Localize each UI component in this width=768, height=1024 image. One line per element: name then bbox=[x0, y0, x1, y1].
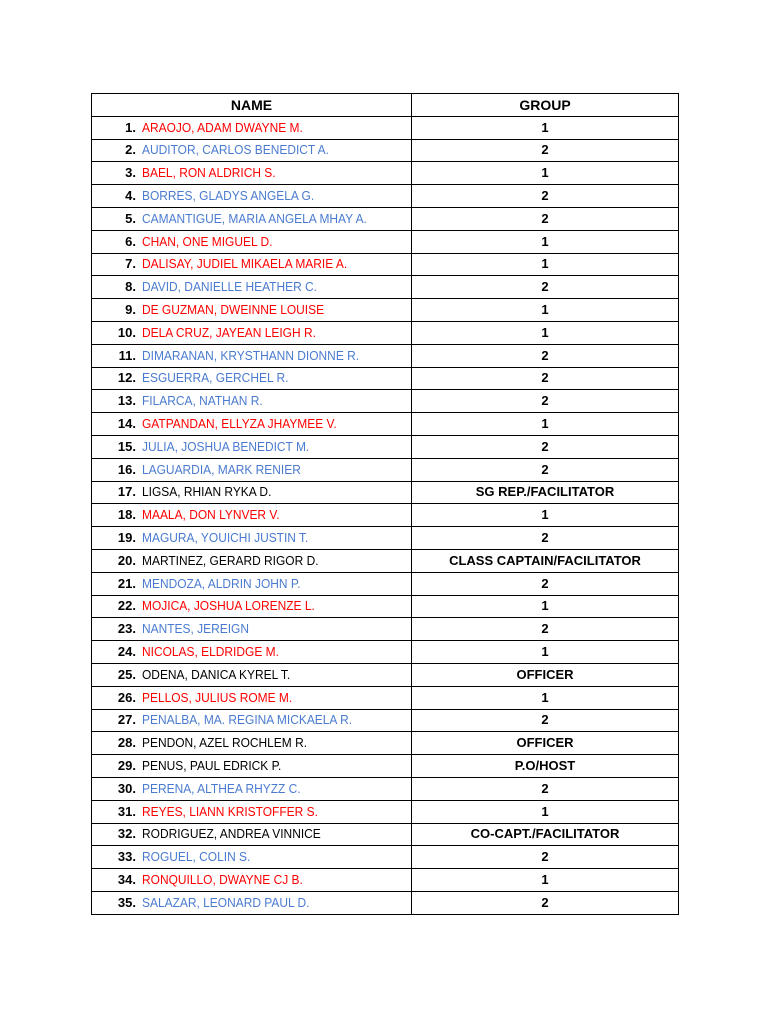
student-name: JULIA, JOSHUA BENEDICT M. bbox=[142, 438, 310, 454]
row-number: 27. bbox=[117, 712, 136, 728]
group-cell: 1 bbox=[412, 595, 679, 618]
student-name-cell bbox=[92, 481, 412, 504]
student-name-cell bbox=[92, 846, 412, 869]
student-name-cell bbox=[92, 823, 412, 846]
student-name: CAMANTIGUE, MARIA ANGELA MHAY A. bbox=[142, 210, 367, 226]
group-cell: 2 bbox=[412, 458, 679, 481]
group-cell: 2 bbox=[412, 276, 679, 299]
student-name-cell bbox=[92, 732, 412, 755]
student-name-cell bbox=[92, 800, 412, 823]
group-cell: 2 bbox=[412, 390, 679, 413]
group-cell: 1 bbox=[412, 321, 679, 344]
header-row bbox=[92, 94, 679, 117]
table-row bbox=[92, 390, 679, 413]
group-cell: 1 bbox=[412, 413, 679, 436]
student-name-cell bbox=[92, 869, 412, 892]
table-row bbox=[92, 435, 679, 458]
group-cell: 2 bbox=[412, 572, 679, 595]
table-body bbox=[92, 116, 679, 914]
table-row bbox=[92, 641, 679, 664]
table-row bbox=[92, 185, 679, 208]
student-name-cell bbox=[92, 253, 412, 276]
group-cell: 2 bbox=[412, 777, 679, 800]
student-name-cell bbox=[92, 413, 412, 436]
table-row bbox=[92, 481, 679, 504]
row-number: 3. bbox=[125, 165, 136, 181]
student-name: MAALA, DON LYNVER V. bbox=[142, 507, 280, 523]
student-name-cell bbox=[92, 686, 412, 709]
group-cell: 2 bbox=[412, 139, 679, 162]
table-row bbox=[92, 891, 679, 914]
student-name: MARTINEZ, GERARD RIGOR D. bbox=[142, 552, 319, 568]
row-number: 16. bbox=[117, 461, 136, 477]
student-name-cell bbox=[92, 162, 412, 185]
row-number: 2. bbox=[125, 142, 136, 158]
group-cell: P.O/HOST bbox=[412, 755, 679, 778]
table-row bbox=[92, 777, 679, 800]
student-name-cell bbox=[92, 116, 412, 139]
student-name: LIGSA, RHIAN RYKA D. bbox=[142, 484, 272, 500]
roster-table bbox=[91, 93, 679, 915]
group-cell: 2 bbox=[412, 891, 679, 914]
group-cell: 2 bbox=[412, 185, 679, 208]
table-row bbox=[92, 686, 679, 709]
row-number: 20. bbox=[117, 552, 136, 568]
student-name-cell bbox=[92, 527, 412, 550]
group-cell: 2 bbox=[412, 367, 679, 390]
table-row bbox=[92, 230, 679, 253]
row-number: 1. bbox=[125, 119, 136, 135]
row-number: 5. bbox=[125, 210, 136, 226]
row-number: 10. bbox=[117, 324, 136, 340]
row-number: 15. bbox=[117, 438, 136, 454]
student-name: DALISAY, JUDIEL MIKAELA MARIE A. bbox=[142, 256, 348, 272]
student-name: ODENA, DANICA KYREL T. bbox=[142, 666, 291, 682]
table-row bbox=[92, 162, 679, 185]
table-row bbox=[92, 276, 679, 299]
row-number: 34. bbox=[117, 871, 136, 887]
student-name-cell bbox=[92, 595, 412, 618]
group-cell: 1 bbox=[412, 230, 679, 253]
student-name: FILARCA, NATHAN R. bbox=[142, 393, 263, 409]
student-name: DAVID, DANIELLE HEATHER C. bbox=[142, 279, 318, 295]
table-row bbox=[92, 527, 679, 550]
row-number: 24. bbox=[117, 644, 136, 660]
group-column-header: GROUP bbox=[412, 94, 679, 117]
student-name-cell bbox=[92, 663, 412, 686]
row-number: 9. bbox=[125, 302, 136, 318]
table-row bbox=[92, 663, 679, 686]
student-name-cell bbox=[92, 276, 412, 299]
group-cell: 1 bbox=[412, 116, 679, 139]
student-name: PENDON, AZEL ROCHLEM R. bbox=[142, 735, 308, 751]
row-number: 26. bbox=[117, 689, 136, 705]
student-name-cell bbox=[92, 709, 412, 732]
row-number: 29. bbox=[117, 758, 136, 773]
student-name-cell bbox=[92, 755, 412, 778]
student-name: REYES, LIANN KRISTOFFER S. bbox=[142, 803, 318, 819]
row-number: 25. bbox=[117, 666, 136, 682]
row-number: 18. bbox=[117, 507, 136, 523]
row-number: 8. bbox=[125, 279, 136, 295]
student-name-cell bbox=[92, 891, 412, 914]
row-number: 23. bbox=[117, 621, 136, 637]
table-row bbox=[92, 116, 679, 139]
group-cell: 2 bbox=[412, 846, 679, 869]
table-row bbox=[92, 869, 679, 892]
table-row bbox=[92, 207, 679, 230]
student-name-cell bbox=[92, 618, 412, 641]
student-name: ROGUEL, COLIN S. bbox=[142, 849, 251, 865]
table-row bbox=[92, 367, 679, 390]
student-name-cell bbox=[92, 641, 412, 664]
student-name: RONQUILLO, DWAYNE CJ B. bbox=[142, 871, 303, 887]
table-row bbox=[92, 253, 679, 276]
table-header bbox=[92, 94, 679, 117]
row-number: 13. bbox=[117, 393, 136, 409]
student-name: GATPANDAN, ELLYZA JHAYMEE V. bbox=[142, 416, 337, 432]
row-number: 33. bbox=[117, 849, 136, 865]
group-cell: 2 bbox=[412, 435, 679, 458]
group-cell: 1 bbox=[412, 253, 679, 276]
student-name: RODRIGUEZ, ANDREA VINNICE bbox=[142, 826, 321, 842]
row-number: 11. bbox=[118, 347, 136, 363]
student-name: SALAZAR, LEONARD PAUL D. bbox=[142, 894, 310, 910]
student-name: LAGUARDIA, MARK RENIER bbox=[142, 461, 301, 477]
student-name: BORRES, GLADYS ANGELA G. bbox=[142, 188, 315, 204]
row-number: 35. bbox=[117, 894, 136, 910]
group-cell: 2 bbox=[412, 527, 679, 550]
group-cell: 2 bbox=[412, 709, 679, 732]
row-number: 19. bbox=[117, 530, 136, 546]
row-number: 32. bbox=[117, 826, 136, 842]
student-name-cell bbox=[92, 572, 412, 595]
student-name: PENUS, PAUL EDRICK P. bbox=[142, 758, 282, 773]
student-name: ESGUERRA, GERCHEL R. bbox=[142, 370, 289, 386]
student-name: AUDITOR, CARLOS BENEDICT A. bbox=[142, 142, 329, 158]
table-row bbox=[92, 572, 679, 595]
student-name-cell bbox=[92, 344, 412, 367]
group-cell: OFFICER bbox=[412, 663, 679, 686]
student-name: CHAN, ONE MIGUEL D. bbox=[142, 233, 273, 249]
row-number: 12. bbox=[117, 370, 136, 386]
group-cell: CO-CAPT./FACILITATOR bbox=[412, 823, 679, 846]
group-cell: 2 bbox=[412, 344, 679, 367]
student-name: PENALBA, MA. REGINA MICKAELA R. bbox=[142, 712, 353, 728]
row-number: 7. bbox=[125, 256, 136, 272]
table-row bbox=[92, 823, 679, 846]
table-row bbox=[92, 299, 679, 322]
row-number: 17. bbox=[117, 484, 136, 500]
group-cell: 1 bbox=[412, 162, 679, 185]
student-name-cell bbox=[92, 367, 412, 390]
table-row bbox=[92, 755, 679, 778]
group-cell: 2 bbox=[412, 207, 679, 230]
row-number: 22. bbox=[117, 598, 136, 614]
table-row bbox=[92, 504, 679, 527]
student-name: PELLOS, JULIUS ROME M. bbox=[142, 689, 293, 705]
row-number: 6. bbox=[125, 233, 136, 249]
student-name-cell bbox=[92, 207, 412, 230]
student-name: PERENA, ALTHEA RHYZZ C. bbox=[142, 780, 301, 796]
student-name-cell bbox=[92, 504, 412, 527]
table-row bbox=[92, 846, 679, 869]
group-cell: SG REP./FACILITATOR bbox=[412, 481, 679, 504]
student-name-cell bbox=[92, 139, 412, 162]
name-column-header: NAME bbox=[92, 94, 412, 117]
table-row bbox=[92, 413, 679, 436]
table-row bbox=[92, 709, 679, 732]
table-row bbox=[92, 732, 679, 755]
student-name-cell bbox=[92, 299, 412, 322]
group-cell: 2 bbox=[412, 618, 679, 641]
student-name: DIMARANAN, KRYSTHANN DIONNE R. bbox=[142, 347, 360, 363]
student-name: DE GUZMAN, DWEINNE LOUISE bbox=[142, 302, 325, 318]
group-cell: 1 bbox=[412, 299, 679, 322]
student-name: MENDOZA, ALDRIN JOHN P. bbox=[142, 575, 301, 591]
student-name-cell bbox=[92, 777, 412, 800]
group-cell: 1 bbox=[412, 800, 679, 823]
row-number: 28. bbox=[117, 735, 136, 751]
student-name-cell bbox=[92, 390, 412, 413]
table-row bbox=[92, 800, 679, 823]
student-name: DELA CRUZ, JAYEAN LEIGH R. bbox=[142, 324, 316, 340]
student-name: NANTES, JEREIGN bbox=[142, 621, 249, 637]
group-cell: 1 bbox=[412, 686, 679, 709]
row-number: 21. bbox=[117, 575, 136, 591]
student-name: NICOLAS, ELDRIDGE M. bbox=[142, 644, 279, 660]
row-number: 31. bbox=[117, 803, 136, 819]
table-row bbox=[92, 458, 679, 481]
table-row bbox=[92, 595, 679, 618]
group-cell: 1 bbox=[412, 504, 679, 527]
student-name: ARAOJO, ADAM DWAYNE M. bbox=[142, 119, 303, 135]
table-row bbox=[92, 618, 679, 641]
student-name-cell bbox=[92, 185, 412, 208]
table-row bbox=[92, 139, 679, 162]
table-row bbox=[92, 321, 679, 344]
student-name-cell bbox=[92, 435, 412, 458]
table-row bbox=[92, 549, 679, 572]
student-name-cell bbox=[92, 458, 412, 481]
student-name-cell bbox=[92, 230, 412, 253]
student-name: MOJICA, JOSHUA LORENZE L. bbox=[142, 598, 315, 614]
student-name: BAEL, RON ALDRICH S. bbox=[142, 165, 276, 181]
row-number: 30. bbox=[117, 780, 136, 796]
table-row bbox=[92, 344, 679, 367]
student-name: MAGURA, YOUICHI JUSTIN T. bbox=[142, 530, 309, 546]
row-number: 14. bbox=[117, 416, 136, 432]
student-name-cell bbox=[92, 321, 412, 344]
student-name-cell bbox=[92, 549, 412, 572]
group-cell: 1 bbox=[412, 641, 679, 664]
group-cell: OFFICER bbox=[412, 732, 679, 755]
row-number: 4. bbox=[125, 188, 136, 204]
group-cell: CLASS CAPTAIN/FACILITATOR bbox=[412, 549, 679, 572]
group-cell: 1 bbox=[412, 869, 679, 892]
